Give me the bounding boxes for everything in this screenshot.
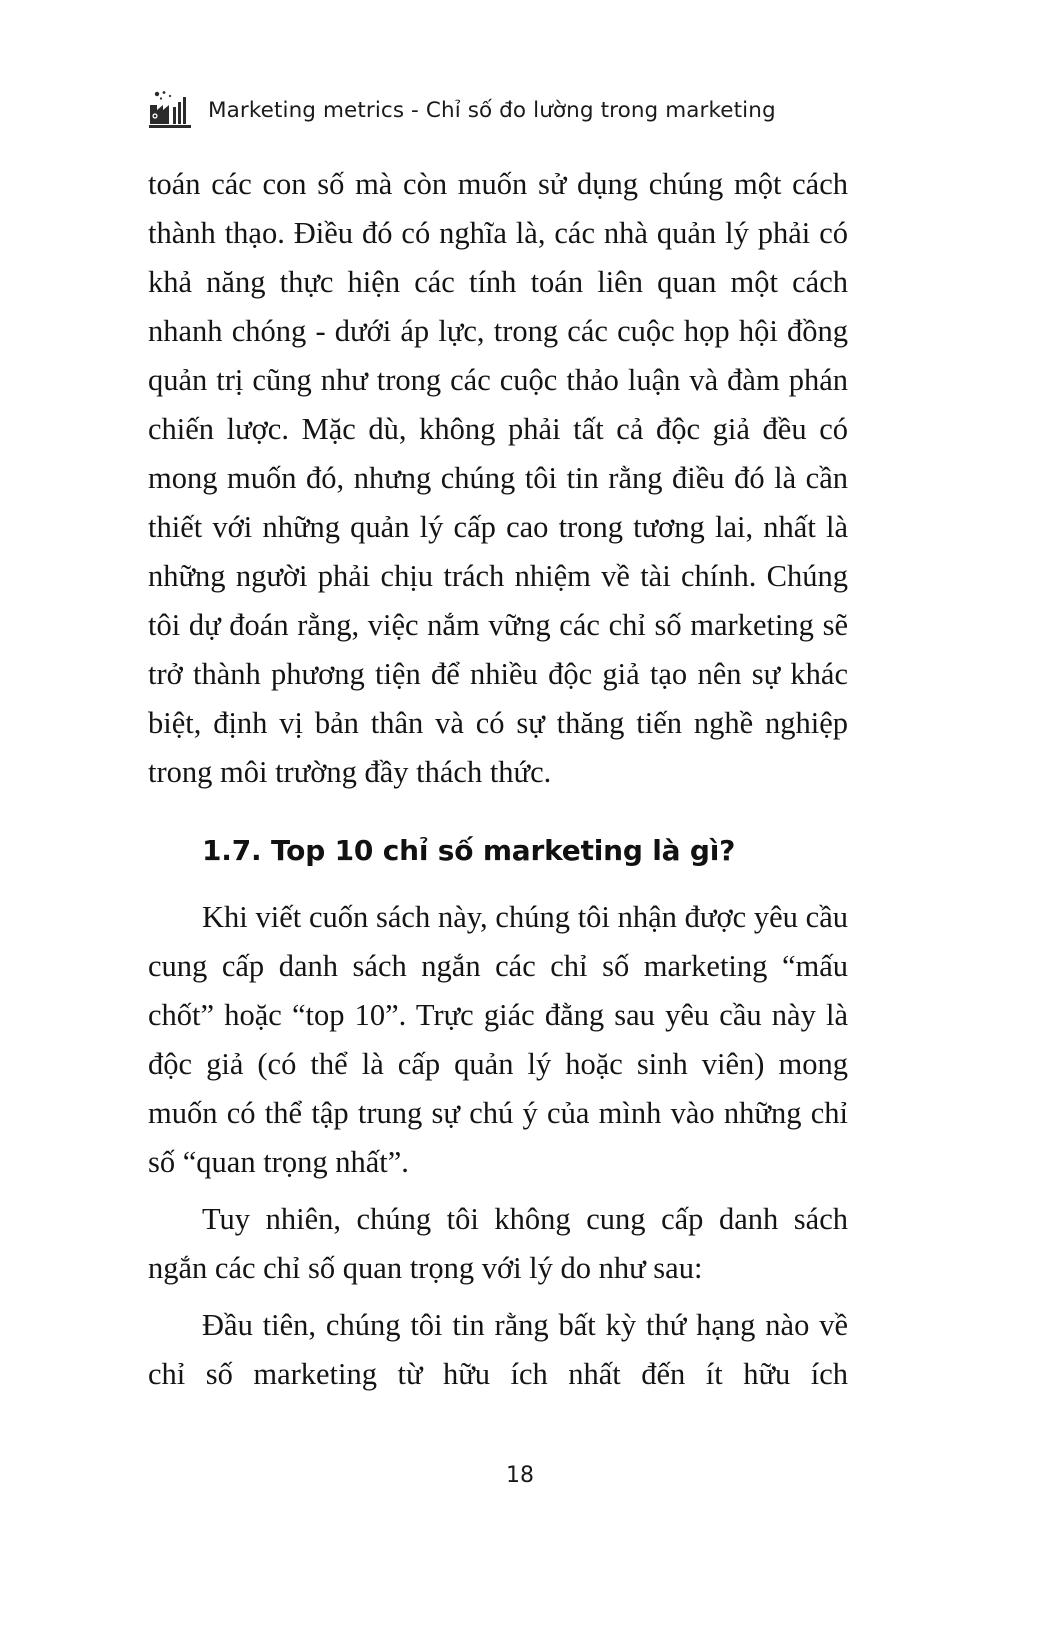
section-heading-1-7: 1.7. Top 10 chỉ số marketing là gì?: [202, 834, 736, 867]
page-number: 18: [506, 1463, 534, 1488]
header-title: Marketing metrics - Chỉ số đo lường trong marketing: [208, 97, 776, 123]
paragraph-spacer-2: [148, 1293, 848, 1301]
paragraph-first-reason: Đầu tiên, chúng tôi tin rằng bất kỳ thứ hạng nào về chỉ số marketing từ hữu ích nhất đến ít hữu ích: [148, 1308, 848, 1391]
paragraph-continued: toán các con số mà còn muốn sử dụng chúng một cách thành thạo. Điều đó có nghĩa là, các nhà quản lý phải có khả năng thực hiện các tính toán liên quan một cách nhanh chóng - dưới áp lực, trong các cuộc họp hội đồng quản trị cũng như trong các cuộc thảo luận và đàm phán chiến lược. Mặc dù, không phải tất cả độc giả đều có mong muốn đó, nhưng chúng tôi tin rằng điều đó là cần thiết với những quản lý cấp cao trong tương lai, nhất là những người phải chịu trách nhiệm về tài chính. Chúng tôi dự đoán rằng, việc nắm vững các chỉ số marketing sẽ trở thành phương tiện để nhiều độc giả tạo nên sự khác biệt, định vị bản thân và có sự thăng tiến nghề nghiệp trong môi trường đầy thách thức.: [148, 167, 848, 789]
paragraph-top10-request: Khi viết cuốn sách này, chúng tôi nhận được yêu cầu cung cấp danh sách ngắn các chỉ số marketing “mấu chốt” hoặc “top 10”. Trực giác đằng sau yêu cầu này là độc giả (có thể là cấp quản lý hoặc sinh viên) mong muốn có thể tập trung sự chú ý của mình vào những chỉ số “quan trọng nhất”.: [148, 900, 848, 1179]
paragraph-no-shortlist: Tuy nhiên, chúng tôi không cung cấp danh sách ngắn các chỉ số quan trọng với lý do như sau:: [148, 1202, 848, 1285]
page-header: [148, 88, 892, 132]
page-content: [148, 160, 848, 1399]
page-footer: [0, 1463, 1040, 1488]
factory-chart-icon: [148, 89, 194, 131]
paragraph-spacer: [148, 1187, 848, 1195]
